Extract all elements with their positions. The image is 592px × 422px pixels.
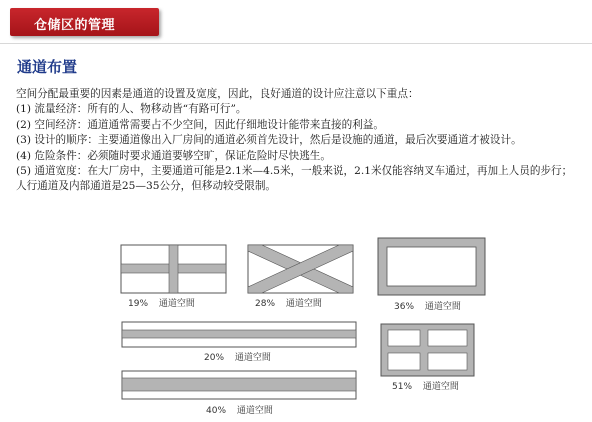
paragraph-2: (2) 空间经济：通道通常需要占不少空间，因此仔细地设计能带来直接的利益。 [16,118,384,131]
figure-6-percent: 40% [206,406,227,416]
figure-2-label: 通道空間 [285,299,322,309]
figure-6-caption [206,404,273,416]
figure-perimeter-layout [378,238,485,312]
figure-1-percent: 19% [128,299,149,309]
paragraph-3: (3) 设计的顺序：主要通道像出入厂房间的通道必须首先设计，然后是设施的通道，最后次要通道才被设计。 [16,134,522,147]
figure-2-caption [255,297,322,309]
header-title: 仓储区的管理 [34,18,116,33]
figure-2-percent: 28% [255,299,276,309]
figure-3-percent: 36% [394,302,415,312]
paragraph-intro: 空间分配最重要的因素是通道的设置及宽度，因此，良好通道的设计应注意以下重点： [16,88,419,100]
figure-diagonal-layout [248,245,353,309]
figure-grid-layout [381,324,474,392]
figure-4-caption [204,351,271,363]
figure-1-caption [128,297,195,309]
figure-5-caption [392,380,459,392]
figure-3-label: 通道空間 [424,302,461,312]
figure-3-caption [394,300,461,312]
figure-5-percent: 51% [392,382,413,392]
figure-6-label: 通道空間 [236,406,273,416]
figure-cross-layout [121,245,226,309]
figure-4-percent: 20% [204,353,225,363]
figure-5-label: 通道空間 [422,382,459,392]
figure-1-label: 通道空間 [158,299,195,309]
figure-single-aisle-layout [122,322,356,363]
figure-wide-aisle-layout [122,371,356,416]
figure-4-label: 通道空間 [234,353,271,363]
paragraph-1: (1) 流量经济：所有的人、物移动皆“有路可行”。 [16,103,247,116]
paragraph-5: (5) 通道宽度：在大厂房中，主要通道可能是2.1米—4.5米，一般来说，2.1米仅能容纳叉车通过，再加上人员的步行；人行通道及内部通道是25—35公分，但移动较受限制。 [16,165,573,193]
paragraph-4: (4) 危险条件：必须随时要求通道要够空旷，保证危险时尽快逃生。 [16,149,331,162]
section-title: 通道布置 [17,58,78,76]
